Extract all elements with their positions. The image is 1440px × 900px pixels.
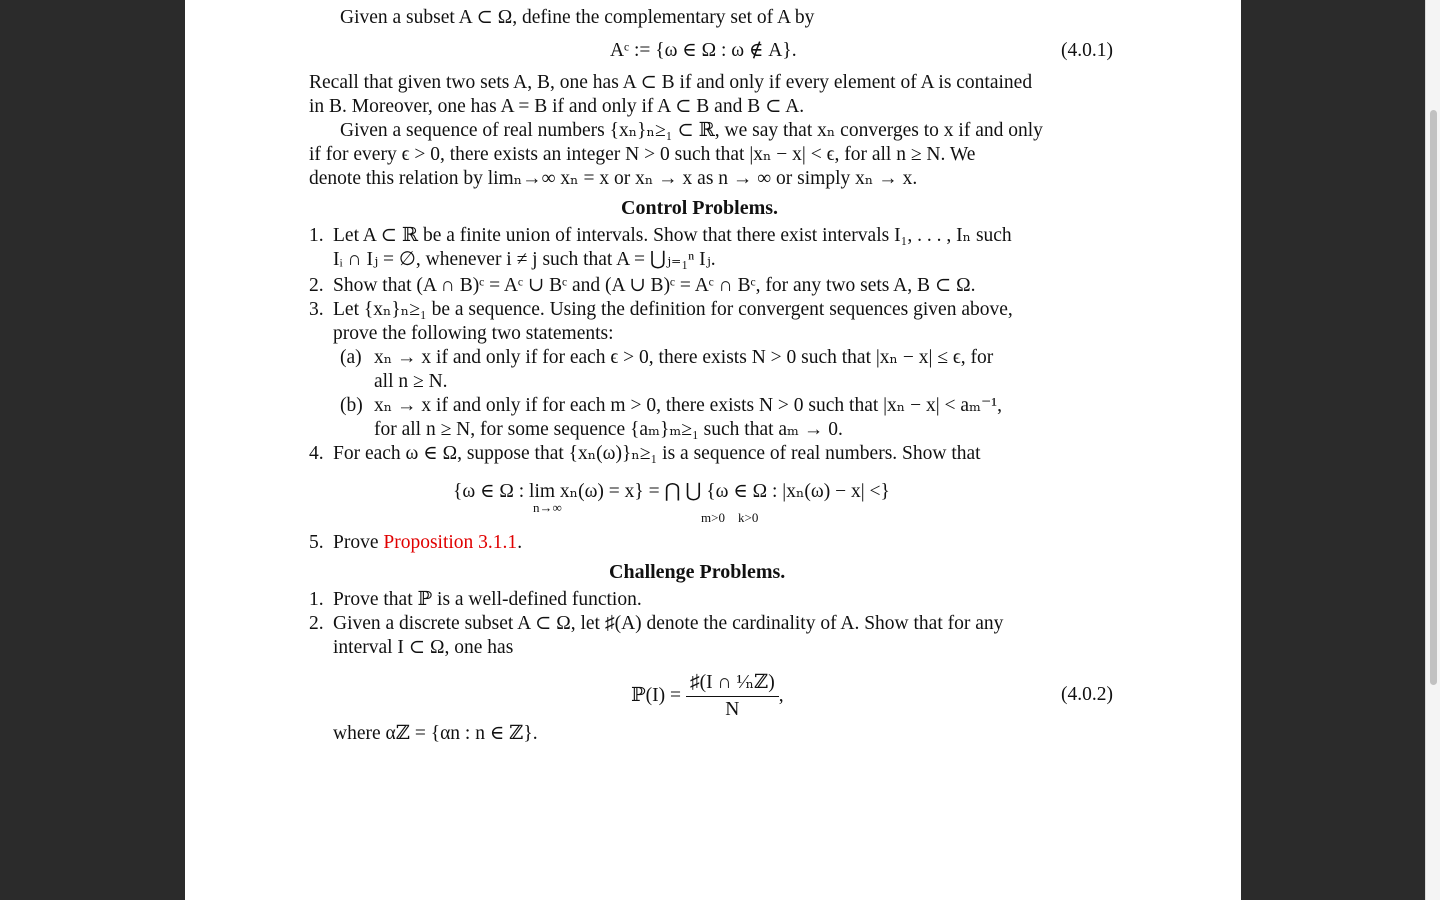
problem-1-line-2: Iᵢ ∩ Iⱼ = ∅, whenever i ≠ j such that A = ⋃ⱼ₌₁ⁿ Iⱼ. [333, 249, 716, 270]
convergence-def-line-1: Given a sequence of real numbers {xₙ}ₙ≥₁ ⊂ ℝ, we say that xₙ converges to x if and only [340, 120, 1043, 141]
equation-number-4-0-1: (4.0.1) [1061, 40, 1113, 61]
proposition-3-1-1-link[interactable]: Proposition 3.1.1 [383, 532, 518, 553]
complement-definition: Aᶜ := {ω ∈ Ω : ω ∉ A}. [610, 40, 797, 61]
fraction-numerator: ♯(I ∩ ¹⁄ₙℤ) [686, 670, 779, 697]
control-problems-heading: Control Problems. [621, 197, 779, 219]
probability-fraction [686, 670, 779, 723]
problem-3a-line-1: xₙ → x if and only if for each ϵ > 0, there exists N > 0 such that |xₙ − x| ≤ ϵ, for [374, 347, 994, 368]
viewer-left-gutter [0, 0, 185, 900]
problem-5-prefix: Prove [333, 532, 379, 553]
problem-3a-line-2: all n ≥ N. [374, 371, 448, 392]
union-subscript: k>0 [738, 510, 759, 525]
convergence-def-line-3: denote this relation by limₙ→∞ xₙ = x or xₙ → x as n → ∞ or simply xₙ → x. [309, 168, 918, 189]
problem-4-line-1: For each ω ∈ Ω, suppose that {xₙ(ω)}ₙ≥₁ is a sequence of real numbers. Show that [333, 443, 981, 464]
scrollbar-thumb[interactable] [1430, 110, 1437, 685]
problem-3a-label: (a) [340, 347, 362, 368]
subset-remark-line-1: Recall that given two sets A, B, one has A ⊂ B if and only if every element of A is contained [309, 72, 1033, 93]
problem-3-line-2: prove the following two statements: [333, 323, 614, 344]
complement-intro: Given a subset A ⊂ Ω, define the complementary set of A by [340, 7, 815, 28]
problem-5-suffix: . [517, 532, 523, 553]
probability-lhs: ℙ(I) = [631, 685, 682, 706]
challenge-problems-heading: Challenge Problems. [609, 561, 786, 583]
problem-4-number: 4. [309, 443, 324, 464]
challenge-1-number: 1. [309, 589, 324, 610]
problem-3-line-1: Let {xₙ}ₙ≥₁ be a sequence. Using the definition for convergent sequences given above, [333, 299, 1013, 320]
challenge-1-line-1: Prove that ℙ is a well-defined function. [333, 589, 642, 610]
where-line: where αℤ = {αn : n ∈ ℤ}. [333, 723, 538, 744]
problem-5-line [333, 531, 522, 555]
fraction-denominator: N [725, 699, 740, 721]
challenge-2-line-1: Given a discrete subset A ⊂ Ω, let ♯(A) denote the cardinality of A. Show that for any [333, 613, 1004, 634]
problem-5-number: 5. [309, 532, 324, 553]
challenge-2-line-2: interval I ⊂ Ω, one has [333, 637, 514, 658]
problem-3-number: 3. [309, 299, 324, 320]
problem-2-number: 2. [309, 275, 324, 296]
equation-number-4-0-2: (4.0.2) [1061, 684, 1113, 705]
challenge-2-number: 2. [309, 613, 324, 634]
equation-comma: , [778, 685, 784, 706]
probability-equation [631, 670, 784, 723]
subset-remark-line-2: in B. Moreover, one has A = B if and only if A ⊂ B and B ⊂ A. [309, 96, 805, 117]
problem-3b-label: (b) [340, 395, 363, 416]
problem-3b-line-1: xₙ → x if and only if for each m > 0, there exists N > 0 such that |xₙ − x| < aₘ⁻¹, [374, 395, 1003, 416]
convergence-def-line-2: if for every ϵ > 0, there exists an integer N > 0 such that |xₙ − x| < ϵ, for all n ≥ N. We [309, 144, 976, 165]
lim-subscript: n→∞ [533, 500, 562, 515]
intersection-subscript: m>0 [701, 510, 725, 525]
problem-2-line-1: Show that (A ∩ B)ᶜ = Aᶜ ∪ Bᶜ and (A ∪ B)ᶜ = Aᶜ ∩ Bᶜ, for any two sets A, B ⊂ Ω. [333, 275, 976, 296]
vertical-scrollbar[interactable] [1425, 0, 1440, 900]
problem-1-line-1: Let A ⊂ ℝ be a finite union of intervals. Show that there exist intervals I₁, . . . , Iₙ such [333, 225, 1012, 246]
viewer-right-gutter [1241, 0, 1425, 900]
problem-4-display-equation: {ω ∈ Ω : lim xₙ(ω) = x} = ⋂ ⋃ {ω ∈ Ω : |xₙ(ω) − x| <} [453, 481, 890, 502]
problem-3b-line-2: for all n ≥ N, for some sequence {aₘ}ₘ≥₁ such that aₘ → 0. [374, 419, 843, 440]
problem-1-number: 1. [309, 225, 324, 246]
document-page [185, 0, 1241, 900]
